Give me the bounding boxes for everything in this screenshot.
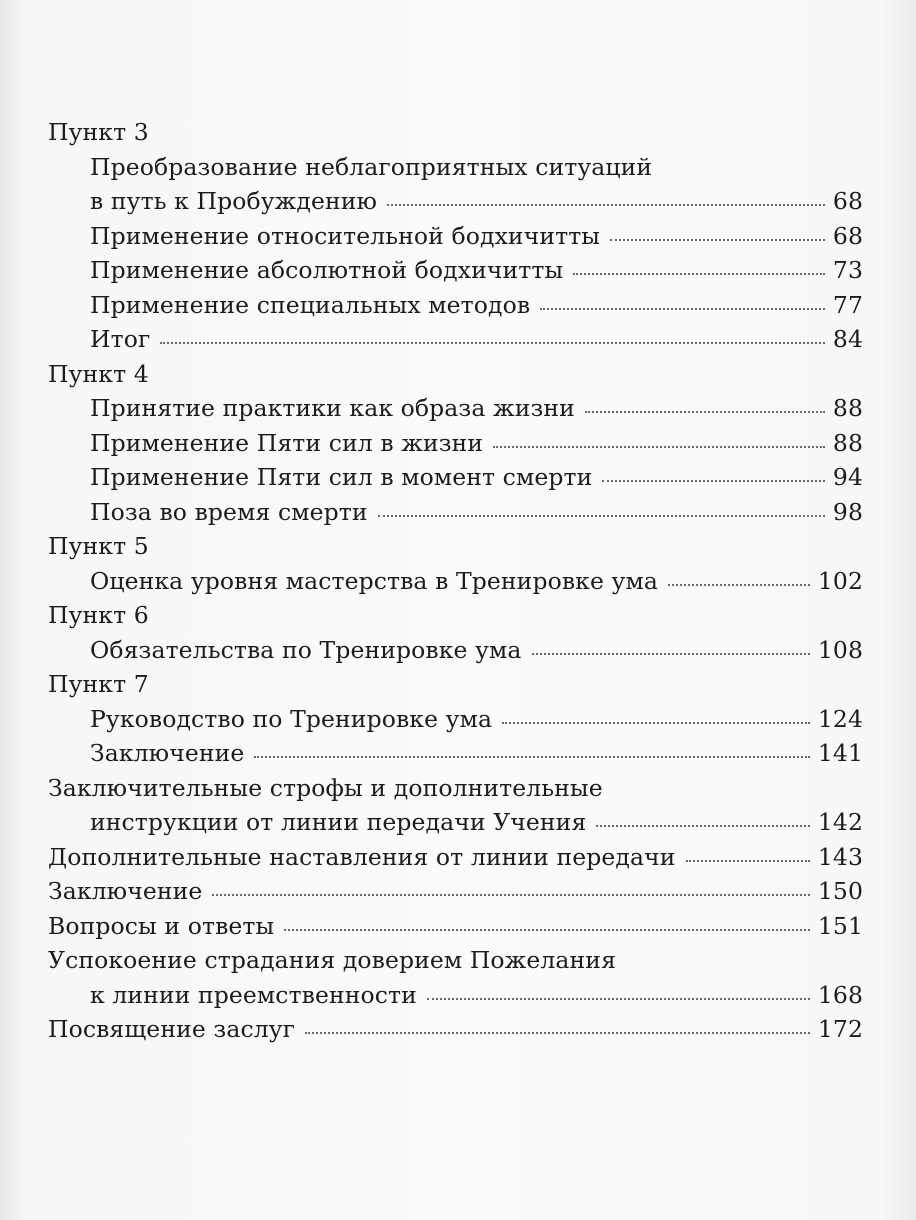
toc-subentry <box>48 705 863 740</box>
dot-leader <box>305 1032 810 1034</box>
toc-entry-title: инструкции от линии передачи Учения <box>90 808 587 836</box>
toc-page-number: 73 <box>832 256 863 284</box>
toc-entry-title: Руководство по Тренировке ума <box>90 704 493 733</box>
toc-subentry <box>48 222 863 257</box>
toc-page-number: 88 <box>832 394 863 422</box>
toc-subentry <box>48 739 863 774</box>
toc-entry-title: Поза во время смерти <box>90 497 368 526</box>
toc-section-entry <box>48 774 863 809</box>
toc-section-entry <box>48 877 863 912</box>
toc-page-number: 142 <box>817 808 863 836</box>
toc-entry-title: Пункт 4 <box>48 359 149 388</box>
dot-leader <box>284 929 810 931</box>
dot-leader <box>532 653 810 655</box>
toc-page-number: 68 <box>832 187 863 215</box>
toc-page-number: 168 <box>817 980 863 1009</box>
dot-leader <box>378 515 825 517</box>
toc-entry-title: Применение абсолютной бодхичитты <box>90 256 564 284</box>
toc-entry-title: Заключительные строфы и дополнительные <box>48 773 603 802</box>
toc-page-number: 84 <box>832 325 863 353</box>
toc-page-number: 124 <box>817 704 863 733</box>
toc-page-number: 151 <box>817 911 863 940</box>
toc-subentry <box>48 808 863 843</box>
dot-leader <box>493 446 825 448</box>
table-of-contents <box>48 118 863 1050</box>
dot-leader <box>585 411 825 413</box>
dot-leader <box>596 825 809 827</box>
toc-subentry <box>48 291 863 326</box>
toc-subentry <box>48 567 863 602</box>
toc-entry-title: Заключение <box>48 877 203 905</box>
toc-page-number: 141 <box>817 739 863 767</box>
toc-entry-title: Дополнительные наставления от линии передачи <box>48 842 676 871</box>
toc-section-entry <box>48 601 863 636</box>
toc-entry-title: Заключение <box>90 739 245 767</box>
toc-entry-title: Применение специальных методов <box>90 290 531 319</box>
toc-page-number: 68 <box>832 221 863 250</box>
toc-section-entry <box>48 670 863 705</box>
toc-section-entry <box>48 118 863 153</box>
toc-page-number: 77 <box>832 290 863 319</box>
dot-leader <box>686 860 810 862</box>
toc-entry-title: Посвящение заслуг <box>48 1015 296 1043</box>
toc-entry-title: Итог <box>90 325 151 353</box>
toc-entry-title: Вопросы и ответы <box>48 911 275 940</box>
toc-page-number: 108 <box>817 635 863 664</box>
dot-leader <box>387 204 825 206</box>
toc-entry-title: Применение относительной бодхичитты <box>90 221 601 250</box>
toc-subentry <box>48 187 863 222</box>
dot-leader <box>668 584 810 586</box>
toc-section-entry <box>48 532 863 567</box>
toc-section-entry <box>48 912 863 947</box>
toc-entry-title: Преобразование неблагоприятных ситуаций <box>90 152 653 181</box>
toc-page-number: 98 <box>832 497 863 526</box>
toc-page-number: 94 <box>832 463 863 491</box>
dot-leader <box>212 894 809 896</box>
dot-leader <box>602 480 825 482</box>
toc-entry-title: Обязательства по Тренировке ума <box>90 635 522 664</box>
toc-subentry <box>48 325 863 360</box>
dot-leader <box>254 756 809 758</box>
dot-leader <box>160 342 825 344</box>
toc-page-number: 102 <box>817 566 863 595</box>
toc-subentry <box>48 463 863 498</box>
toc-entry-title: Применение Пяти сил в момент смерти <box>90 463 593 491</box>
dot-leader <box>427 998 810 1000</box>
toc-subentry <box>48 636 863 671</box>
dot-leader <box>610 239 825 241</box>
dot-leader <box>502 722 810 724</box>
toc-section-entry <box>48 360 863 395</box>
dot-leader <box>540 308 825 310</box>
toc-entry-title: Пункт 7 <box>48 670 149 698</box>
toc-subentry <box>48 429 863 464</box>
toc-page-number: 88 <box>832 428 863 457</box>
toc-subentry <box>48 153 863 188</box>
toc-entry-title: Оценка уровня мастерства в Тренировке ума <box>90 566 658 595</box>
toc-entry-title: в путь к Пробуждению <box>90 187 378 215</box>
toc-entry-title: Пункт 6 <box>48 601 149 629</box>
toc-subentry <box>48 981 863 1016</box>
toc-page-number: 150 <box>817 877 863 905</box>
toc-section-entry <box>48 843 863 878</box>
toc-entry-title: Применение Пяти сил в жизни <box>90 428 484 457</box>
toc-entry-title: Успокоение страдания доверием Пожелания <box>48 946 616 974</box>
toc-section-entry <box>48 1015 863 1050</box>
toc-subentry <box>48 256 863 291</box>
toc-entry-title: Принятие практики как образа жизни <box>90 394 575 422</box>
dot-leader <box>573 273 825 275</box>
toc-section-entry <box>48 946 863 981</box>
toc-page-number: 143 <box>817 842 863 871</box>
toc-entry-title: Пункт 3 <box>48 118 149 146</box>
toc-page-number: 172 <box>817 1015 863 1043</box>
toc-subentry <box>48 394 863 429</box>
toc-entry-title: Пункт 5 <box>48 532 149 560</box>
toc-subentry <box>48 498 863 533</box>
toc-entry-title: к линии преемственности <box>90 980 417 1009</box>
